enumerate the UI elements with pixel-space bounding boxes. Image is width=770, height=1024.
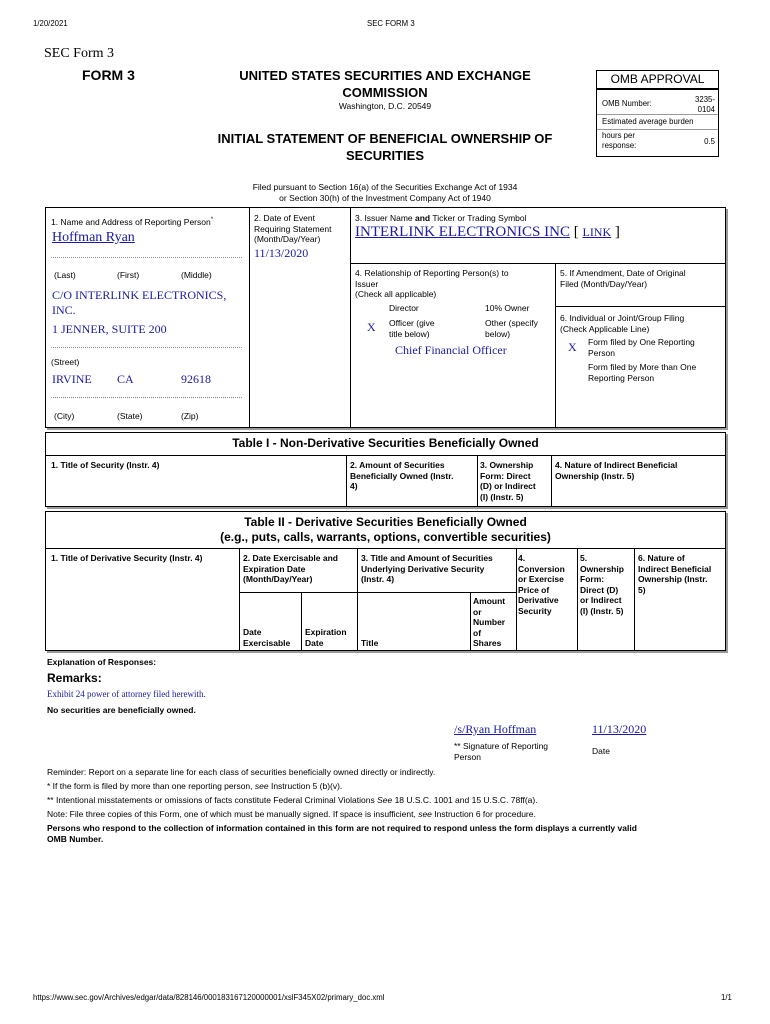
print-title: SEC FORM 3 [367,19,415,28]
print-date: 1/20/2021 [33,19,68,28]
note-1-post: Instruction 5 (b)(v). [268,781,343,791]
table-2-col-2-line-3: (Month/Day/Year) [243,574,313,584]
amendment-label-1: 5. If Amendment, Date of Original [560,268,686,278]
more-persons-option [588,362,696,383]
persons-notice-2: OMB Number. [47,833,104,844]
sub-amt-line-5: Shares [473,638,502,648]
relationship-label-1: 4. Relationship of Reporting Person(s) to [355,268,509,278]
table-2-col-6-line-2: Indirect Beneficial [638,563,712,574]
issuer-line [355,224,620,241]
table-2-col-3-line-3: (Instr. 4) [361,574,395,584]
filed-line-2: or Section 30(h) of the Investment Company Act of 1940 [279,192,491,203]
signature-label-2: Person [454,751,481,762]
reminder-note: Reminder: Report on a separate line for each class of securities beneficially owned directly or indirectly. [47,767,436,777]
table-2-title [45,515,726,545]
persons-notice-1: Persons who respond to the collection of information contained in this form are not required to respond unless the form displays a currently valid [47,823,637,833]
table-2-col-6-line-1: 6. Nature of [638,553,685,563]
omb-number-label: OMB Number: [602,99,652,108]
table-1-title: Table I - Non-Derivative Securities Beneficially Owned [232,436,539,450]
more-persons-option-1: Form filed by More than One [588,362,697,372]
table-2-col-5 [580,553,624,616]
ticker-bracket-close: ] [614,224,620,240]
omb-hours-label-2: response: [602,141,637,150]
filing-label [560,313,684,334]
ticker-bracket-open: [ [573,224,579,240]
note-2-see: See [377,795,393,805]
omb-hours-label-1: hours per [602,131,635,140]
omb-hours-value: 0.5 [704,137,715,146]
statement-line-2: SECURITIES [345,148,424,163]
remarks-no-securities: No securities are beneficially owned. [47,705,196,715]
table-1-col-2-line-3: 4) [350,481,358,491]
note-3 [47,809,536,820]
table-1-col-4-line-1: 4. Nature of Indirect Beneficial [555,460,678,470]
table-2-sub-title: Title [361,638,379,648]
reporting-person-label [51,215,213,227]
filing-label-1: 6. Individual or Joint/Group Filing [560,313,685,323]
first-label: (First) [117,270,140,280]
other-option-1: Other (specify [485,318,538,328]
sub-amt-line-3: Number [473,617,506,627]
omb-approval-box [596,89,719,157]
table-1-col-2 [350,460,453,492]
table-2-col-5-line-5: or Indirect [580,595,622,605]
one-person-check-mark: X [568,340,577,354]
table-2-col-5-line-3: Form: [580,574,605,584]
explanation-label: Explanation of Responses: [47,657,157,667]
filed-line-1: Filed pursuant to Section 16(a) of the Securities Exchange Act of 1934 [252,182,518,192]
officer-option-2: title below) [389,328,430,339]
statement-line-1: INITIAL STATEMENT OF BENEFICIAL OWNERSHIP OF [217,131,553,146]
middle-label: (Middle) [181,270,212,280]
signature-label [454,741,548,762]
print-page-number: 1/1 [721,993,732,1002]
table-1-col-2-line-1: 2. Amount of Securities [350,460,445,470]
sub-amt-line-2: or [473,606,482,617]
officer-option-1: Officer (give [389,318,435,328]
officer-title-value: Chief Financial Officer [395,343,507,357]
table-1-col-2-line-2: Beneficially Owned (Instr. [350,470,454,481]
address-line-2: INC. [52,303,76,317]
table-1-col-4 [555,460,677,481]
table-1-col-3-line-4: (I) (Instr. 5) [480,491,524,502]
relationship-label [355,268,509,300]
table-2-col-4 [518,553,565,616]
table-2-col-2-line-2: Expiration Date [243,563,306,574]
statement-title [180,130,590,164]
note-1-see: see [254,781,269,791]
issuer-label-pre: 3. Issuer Name [355,213,415,223]
sub-amt-line-4: of [473,627,482,638]
filing-label-2: (Check Applicable Line) [560,323,650,334]
table-2-col-5-line-6: (I) (Instr. 5) [580,605,624,616]
reporter-address [52,288,226,318]
note-3-see: see [418,809,432,819]
table-2-col-2 [243,553,338,585]
table-2-sub-expiration-date [305,627,347,648]
table-2-col-6 [638,553,711,595]
address-line-1: C/O INTERLINK ELECTRONICS, [52,288,227,302]
director-option: Director [389,303,419,313]
amendment-label [560,268,686,289]
omb-approval-title-box [596,70,719,89]
table-2-col-3-line-2: Underlying Derivative Security [361,563,485,574]
table-1-col-4-line-2: Ownership (Instr. 5) [555,470,635,481]
sub-exp-line-2: Date [305,637,324,648]
officer-option [389,318,435,339]
reporting-person-name-link[interactable]: Hoffman Ryan [52,230,135,245]
table-2-col-6-line-4: 5) [638,584,646,595]
table-2-sub-amount [473,596,505,649]
table-2-col-2-line-1: 2. Date Exercisable and [243,553,338,563]
event-date-value: 11/13/2020 [254,246,309,260]
event-date-label [254,213,332,245]
relationship-label-3: (Check all applicable) [355,289,437,299]
note-1-pre: * If the form is filed by more than one reporting person, [47,781,255,791]
reporting-person-label-text: 1. Name and Address of Reporting Person [51,216,211,227]
table-2-col-3 [361,553,493,585]
table-2-col-5-line-4: Direct (D) [580,584,619,595]
note-2-post: 18 U.S.C. 1001 and 15 U.S.C. 78ff(a). [392,795,538,805]
signature-link[interactable]: /s/Ryan Hoffman [454,722,537,736]
agency-line-1: UNITED STATES SECURITIES AND EXCHANGE [239,68,531,83]
omb-burden-label: Estimated average burden [602,117,694,126]
other-option-2: below) [485,328,511,339]
print-url: https://www.sec.gov/Archives/edgar/data/828146/000183167120000001/xslF345X02/primary_doc.xml [33,993,385,1002]
event-label-1: 2. Date of Event [254,213,315,223]
table-2-col-5-line-2: Ownership [580,563,624,574]
issuer-label-post: Ticker or Trading Symbol [430,213,527,223]
sub-date-line-1: Date [243,627,262,637]
zip-label: (Zip) [181,411,199,421]
sub-amt-line-1: Amount [473,596,506,606]
table-2-col-4-line-4: Price of [518,584,550,595]
agency-name [180,67,590,101]
table-2-title-2: (e.g., puts, calls, warrants, options, convertible securities) [220,530,551,544]
table-2-col-4-line-6: Security [518,605,552,616]
sec-form-label: SEC Form 3 [44,46,115,61]
table-1-col-1: 1. Title of Security (Instr. 4) [51,460,160,470]
filed-pursuant [180,182,590,203]
ten-percent-owner-option: 10% Owner [485,303,530,313]
table-2-title-1: Table II - Derivative Securities Beneficially Owned [244,515,527,529]
table-2-col-1: 1. Title of Derivative Security (Instr. 4) [51,553,203,563]
omb-hours-label [602,131,636,151]
issuer-label-and: and [415,213,431,223]
issuer-label [355,213,527,224]
officer-check-mark: X [367,320,376,334]
zip-value: 92618 [181,372,211,386]
table-2-col-3-line-1: 3. Title and Amount of Securities [361,553,493,563]
event-label-3: (Month/Day/Year) [254,234,321,244]
state-value: CA [117,372,134,386]
city-value: IRVINE [52,372,92,386]
omb-approval-title: OMB APPROVAL [610,72,705,86]
note-2 [47,795,538,806]
event-label-2: Requiring Statement [254,223,332,234]
signature-label-1: ** Signature of Reporting [454,741,549,751]
remarks-label: Remarks: [47,671,102,685]
issuer-name-link[interactable]: INTERLINK ELECTRONICS INC [355,224,570,240]
more-persons-option-2: Reporting Person [588,372,655,383]
signature-date-link[interactable]: 11/13/2020 [592,722,647,736]
form-number: FORM 3 [82,67,135,83]
table-1-col-3-line-3: (D) or Indirect [480,481,536,491]
state-label: (State) [117,411,143,421]
table-2-sub-date-exercisable [243,627,290,648]
note-3-post: Instruction 6 for procedure. [431,809,536,819]
table-1-col-3-line-1: 3. Ownership [480,460,534,470]
table-1-col-3 [480,460,536,502]
omb-number-value-2: 0104 [697,105,715,114]
date-label: Date [592,746,610,756]
note-1 [47,781,342,792]
omb-number-value-1: 3235- [695,95,715,104]
agency-address: Washington, D.C. 20549 [338,101,432,111]
table-2-col-4-line-5: Derivative [518,595,559,605]
last-label: (Last) [54,270,76,280]
one-person-option-2: Person [588,347,615,358]
table-2-col-6-line-3: Ownership (Instr. [638,574,708,584]
table-2-col-4-line-2: Conversion [518,563,565,574]
agency-line-2: COMMISSION [342,85,428,100]
note-3-pre: Note: File three copies of this Form, one of which must be manually signed. If space is insufficient, [47,809,419,819]
one-person-option [588,337,695,358]
remarks-exhibit: Exhibit 24 power of attorney filed herewith. [47,689,206,699]
table-1-col-3-line-2: Form: Direct [480,470,531,481]
table-2-col-4-line-3: or Exercise [518,574,564,584]
ticker-link[interactable]: LINK [582,225,612,239]
persons-notice [47,823,727,844]
other-option [485,318,538,339]
note-2-pre: ** Intentional misstatements or omissions of facts constitute Federal Criminal Violations [47,795,378,805]
one-person-option-1: Form filed by One Reporting [588,337,695,347]
sub-exp-line-1: Expiration [305,627,347,637]
sub-date-line-2: Exercisable [243,637,291,648]
table-2-col-5-line-1: 5. [580,553,588,563]
amendment-label-2: Filed (Month/Day/Year) [560,278,648,289]
street-label: (Street) [51,357,80,367]
address-line-3: 1 JENNER, SUITE 200 [52,322,167,336]
table-2-col-4-line-1: 4. [518,553,526,563]
city-label: (City) [54,411,75,421]
omb-number-value [695,95,715,115]
relationship-label-2: Issuer [355,278,379,289]
reporting-person-asterisk: * [210,217,214,223]
